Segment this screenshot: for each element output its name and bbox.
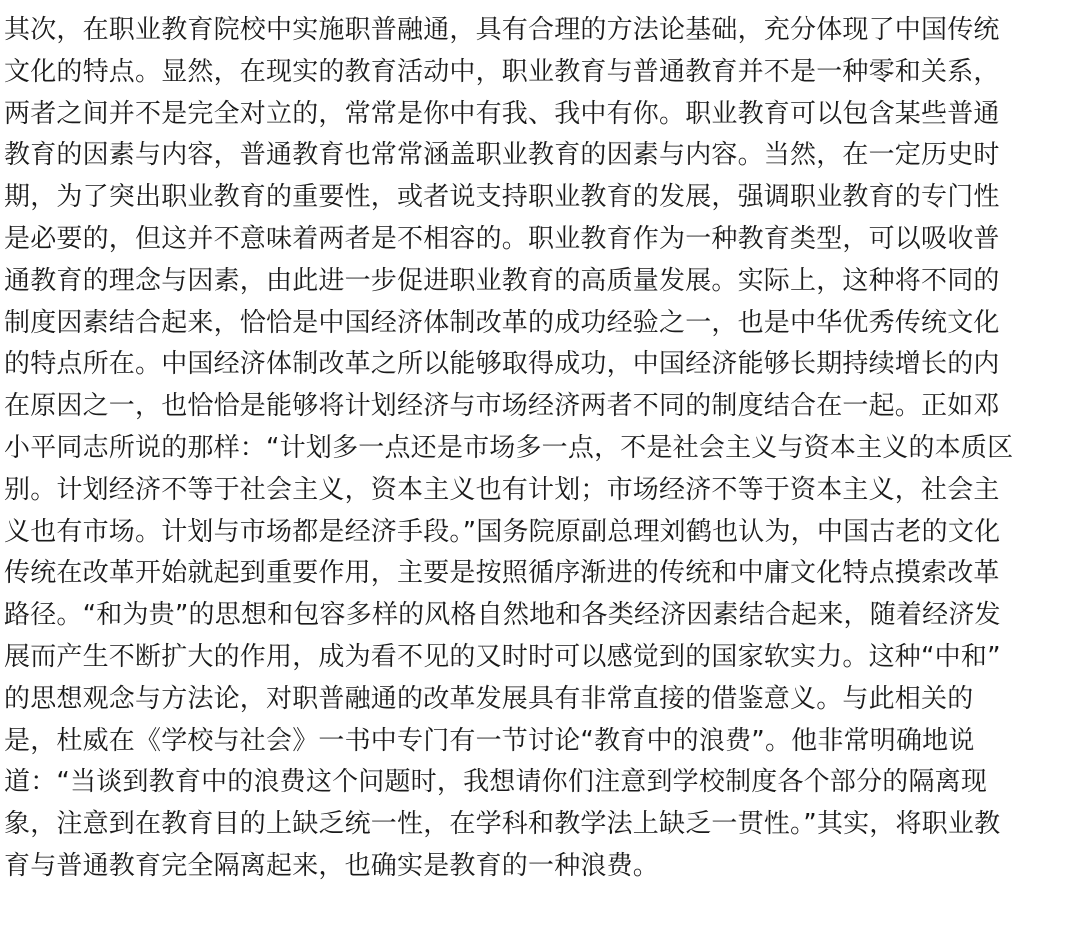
paragraph-line-11: 小平同志所说的那样：“计划多一点还是市场多一点，不是社会主义与资本主义的本质区 (4, 432, 1014, 463)
article-paragraph (4, 10, 1087, 888)
paragraph-line-13: 义也有市场。计划与市场都是经济手段。”国务院原副总理刘鹤也认为，中国古老的文化 (4, 516, 1001, 547)
paragraph-line-17: 的思想观念与方法论，对职普融通的改革发展具有非常直接的借鉴意义。与此相关的 (4, 683, 974, 714)
paragraph-line-19: 道：“当谈到教育中的浪费这个问题时，我想请你们注意到学校制度各个部分的隔离现 (4, 767, 988, 798)
paragraph-line-10: 在原因之一，也恰恰是能够将计划经济与市场经济两者不同的制度结合在一起。正如邓 (4, 391, 1000, 422)
paragraph-line-14: 传统在改革开始就起到重要作用，主要是按照循序渐进的传统和中庸文化特点摸索改革 (4, 558, 1000, 589)
paragraph-line-1: 其次，在职业教育院校中实施职普融通，具有合理的方法论基础，充分体现了中国传统 (4, 15, 1000, 45)
paragraph-line-9: 的特点所在。中国经济体制改革之所以能够取得成功，中国经济能够长期持续增长的内 (4, 349, 1000, 380)
paragraph-line-6: 是必要的，但这并不意味着两者是不相容的。职业教育作为一种教育类型，可以吸收普 (4, 223, 1000, 254)
paragraph-line-2: 文化的特点。显然，在现实的教育活动中，职业教育与普通教育并不是一种零和关系， (4, 56, 1000, 87)
paragraph-line-8: 制度因素结合起来，恰恰是中国经济体制改革的成功经验之一，也是中华优秀传统文化 (4, 307, 1000, 338)
paragraph-line-15: 路径。“和为贵”的思想和包容多样的风格自然地和各类经济因素结合起来，随着经济发 (4, 600, 1001, 631)
paragraph-line-4: 教育的因素与内容，普通教育也常常涵盖职业教育的因素与内容。当然，在一定历史时 (4, 140, 1000, 171)
paragraph-line-20: 象，注意到在教育目的上缺乏统一性，在学科和教学法上缺乏一贯性。”其实，将职业教 (4, 809, 1001, 840)
paragraph-line-16: 展而产生不断扩大的作用，成为看不见的又时时可以感觉到的国家软实力。这种“中和” (4, 641, 1001, 672)
paragraph-line-18: 是，杜威在《学校与社会》一书中专门有一节讨论“教育中的浪费”。他非常明确地说 (4, 725, 975, 756)
paragraph-line-21: 育与普通教育完全隔离起来，也确实是教育的一种浪费。 (4, 850, 660, 881)
paragraph-line-5: 期，为了突出职业教育的重要性，或者说支持职业教育的发展，强调职业教育的专门性 (4, 182, 1000, 213)
paragraph-line-3: 两者之间并不是完全对立的，常常是你中有我、我中有你。职业教育可以包含某些普通 (4, 98, 1000, 129)
paragraph-line-7: 通教育的理念与因素，由此进一步促进职业教育的高质量发展。实际上，这种将不同的 (4, 265, 1000, 296)
paragraph-line-12: 别。计划经济不等于社会主义，资本主义也有计划；市场经济不等于资本主义，社会主 (4, 474, 1000, 505)
